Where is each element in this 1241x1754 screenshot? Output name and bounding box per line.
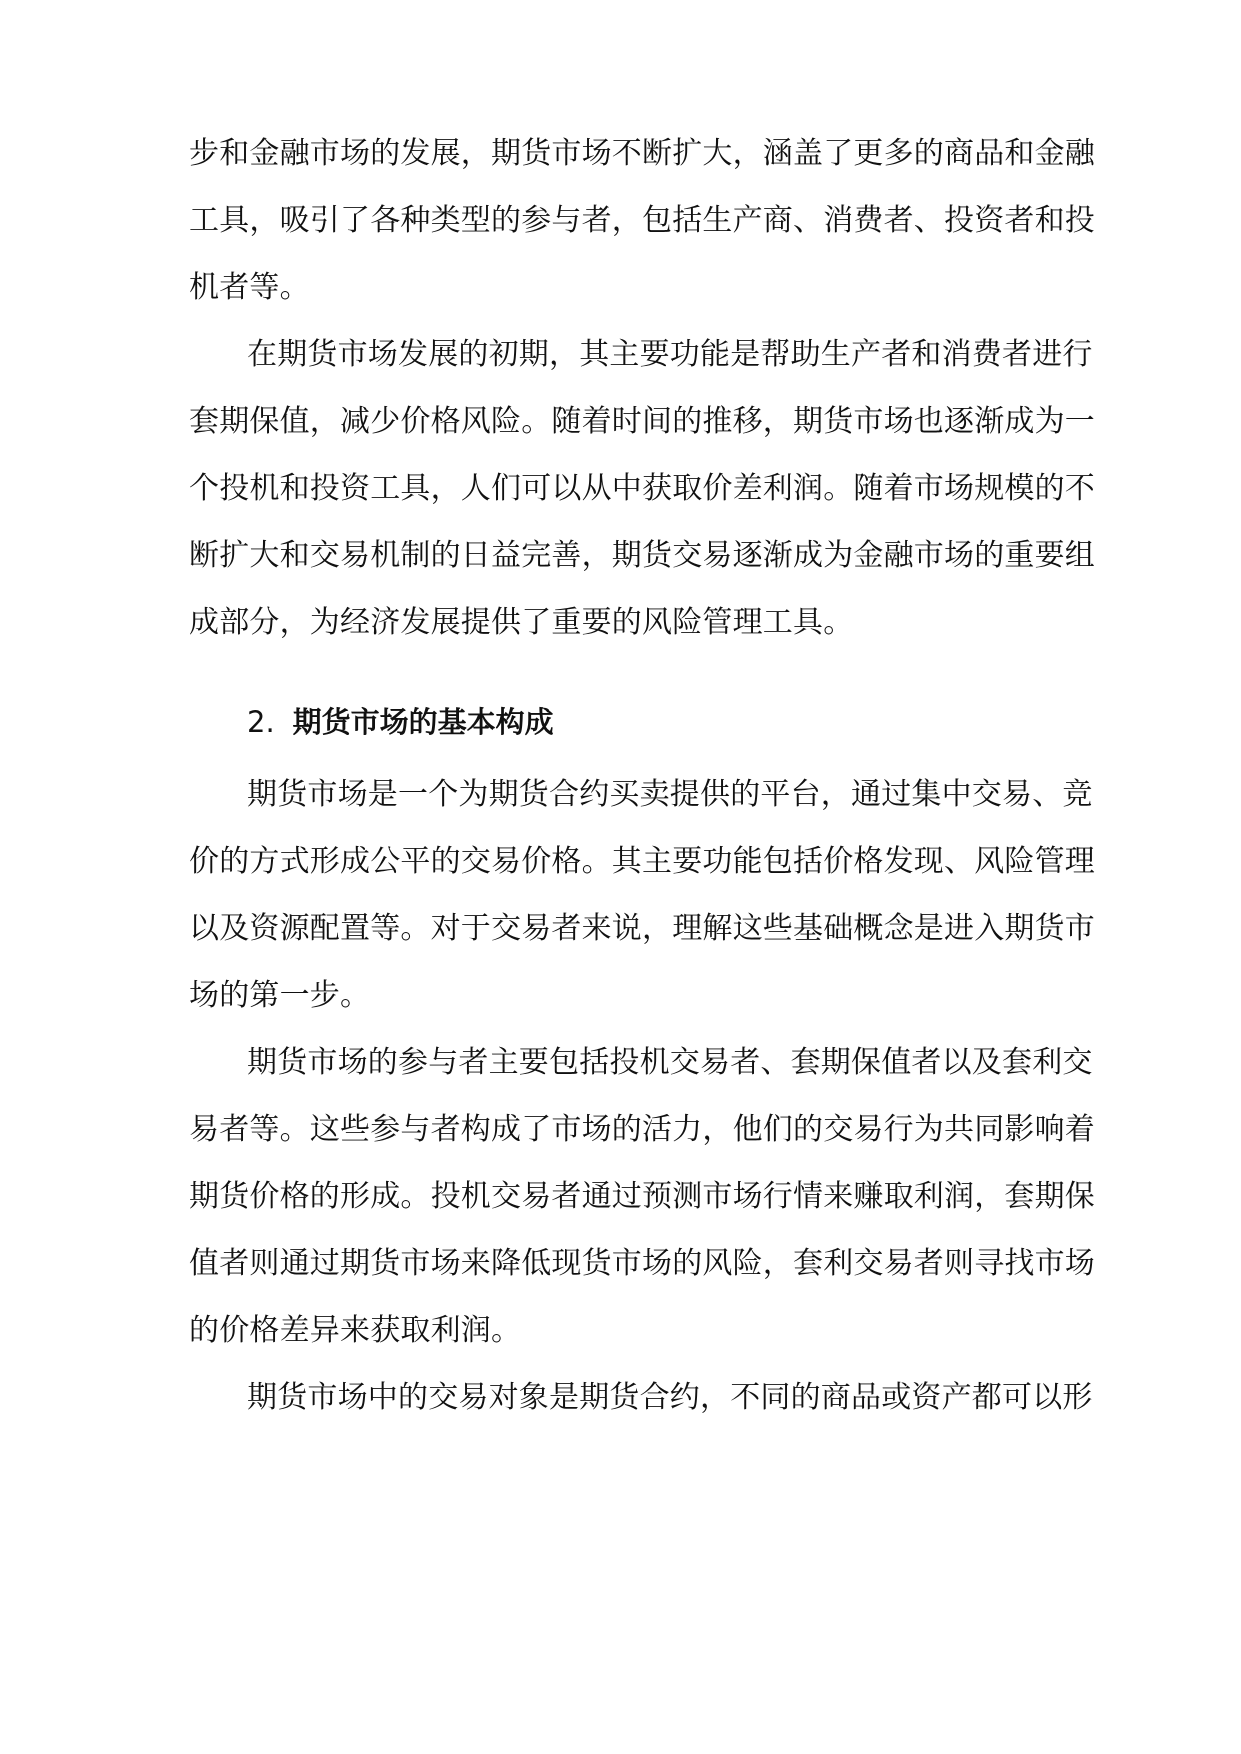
paragraph-3-line-2: 价的方式形成公平的交易价格。其主要功能包括价格发现、风险管理 (189, 844, 1095, 879)
paragraph-4-line-2: 易者等。这些参与者构成了市场的活力，他们的交易行为共同影响着 (189, 1112, 1095, 1147)
paragraph-2-line-2: 套期保值，减少价格风险。随着时间的推移，期货市场也逐渐成为一 (189, 404, 1095, 439)
section-number: 2. (247, 705, 275, 739)
paragraph-4-line-1: 期货市场的参与者主要包括投机交易者、套期保值者以及套利交 (247, 1045, 1093, 1080)
paragraph-4-line-4: 值者则通过期货市场来降低现货市场的风险，套利交易者则寻找市场 (189, 1246, 1095, 1281)
paragraph-1-line-2: 工具，吸引了各种类型的参与者，包括生产商、消费者、投资者和投 (189, 203, 1095, 238)
paragraph-2-line-5: 成部分，为经济发展提供了重要的风险管理工具。 (189, 605, 854, 640)
paragraph-1-line-1: 步和金融市场的发展，期货市场不断扩大，涵盖了更多的商品和金融 (189, 136, 1095, 171)
paragraph-1-line-3: 机者等。 (189, 270, 310, 305)
paragraph-2-line-3: 个投机和投资工具，人们可以从中获取价差利润。随着市场规模的不 (189, 471, 1095, 506)
paragraph-2-line-4: 断扩大和交易机制的日益完善，期货交易逐渐成为金融市场的重要组 (189, 538, 1095, 573)
paragraph-2-line-1: 在期货市场发展的初期，其主要功能是帮助生产者和消费者进行 (247, 337, 1093, 372)
paragraph-3-line-4: 场的第一步。 (189, 978, 371, 1013)
section-heading (247, 702, 554, 742)
paragraph-4-line-5: 的价格差异来获取利润。 (189, 1313, 522, 1348)
paragraph-3-line-1: 期货市场是一个为期货合约买卖提供的平台，通过集中交易、竞 (247, 777, 1093, 812)
section-title: 期货市场的基本构成 (292, 705, 554, 739)
paragraph-5-line-1: 期货市场中的交易对象是期货合约，不同的商品或资产都可以形 (247, 1380, 1093, 1415)
paragraph-3-line-3: 以及资源配置等。对于交易者来说，理解这些基础概念是进入期货市 (189, 911, 1095, 946)
paragraph-4-line-3: 期货价格的形成。投机交易者通过预测市场行情来赚取利润，套期保 (189, 1179, 1095, 1214)
